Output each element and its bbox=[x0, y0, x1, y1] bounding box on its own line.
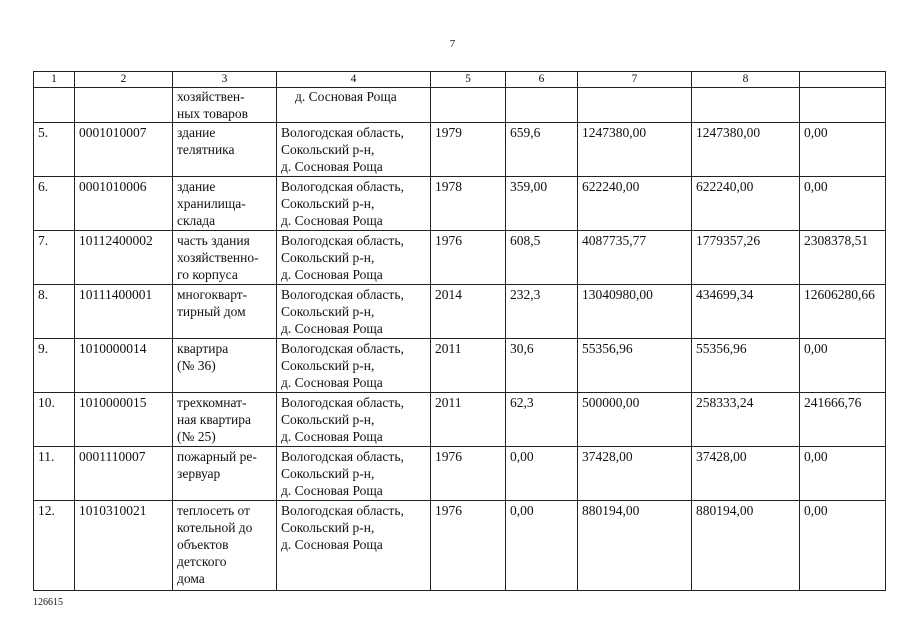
cell-balance: 37428,00 bbox=[578, 447, 692, 501]
cell-residual: 0,00 bbox=[800, 123, 886, 177]
cell-balance: 1247380,00 bbox=[578, 123, 692, 177]
cell-address bbox=[277, 231, 431, 285]
cell-n: 8. bbox=[34, 285, 75, 339]
name-line: склада bbox=[177, 213, 216, 228]
cell-balance: 500000,00 bbox=[578, 393, 692, 447]
name-line: детского bbox=[177, 554, 227, 569]
address-line: Сокольский р-н, bbox=[281, 196, 375, 211]
cell-name bbox=[173, 339, 277, 393]
cell-area bbox=[506, 88, 578, 123]
cell-depreciation: 622240,00 bbox=[692, 177, 800, 231]
cell-residual: 2308378,51 bbox=[800, 231, 886, 285]
cell-area: 0,00 bbox=[506, 447, 578, 501]
cell-code: 0001010006 bbox=[75, 177, 173, 231]
cell-year: 1976 bbox=[431, 501, 506, 591]
cell-n: 5. bbox=[34, 123, 75, 177]
cell-balance: 622240,00 bbox=[578, 177, 692, 231]
address-line: Вологодская область, bbox=[281, 503, 404, 518]
address-line: д. Сосновая Роща bbox=[281, 267, 383, 282]
cell-year: 1978 bbox=[431, 177, 506, 231]
cell-depreciation: 55356,96 bbox=[692, 339, 800, 393]
cell-depreciation: 258333,24 bbox=[692, 393, 800, 447]
name-line: хранилища- bbox=[177, 196, 246, 211]
table-row bbox=[34, 177, 886, 231]
column-header: 8 bbox=[692, 72, 800, 88]
name-line: здание bbox=[177, 125, 216, 140]
name-line: квартира bbox=[177, 341, 229, 356]
name-line: трехкомнат- bbox=[177, 395, 247, 410]
name-line: (№ 25) bbox=[177, 429, 216, 444]
cell-n bbox=[34, 88, 75, 123]
address-line: д. Сосновая Роща bbox=[281, 483, 383, 498]
name-line: многокварт- bbox=[177, 287, 248, 302]
cell-n: 11. bbox=[34, 447, 75, 501]
column-header: 1 bbox=[34, 72, 75, 88]
cell-name bbox=[173, 231, 277, 285]
column-header bbox=[800, 72, 886, 88]
address-line: Сокольский р-н, bbox=[281, 358, 375, 373]
cell-year: 2011 bbox=[431, 339, 506, 393]
address-line: д. Сосновая Роща bbox=[281, 213, 383, 228]
name-line: го корпуса bbox=[177, 267, 238, 282]
cell-address bbox=[277, 88, 431, 123]
table-row bbox=[34, 339, 886, 393]
name-line: дома bbox=[177, 571, 205, 586]
cell-balance: 13040980,00 bbox=[578, 285, 692, 339]
cell-area: 359,00 bbox=[506, 177, 578, 231]
cell-address bbox=[277, 393, 431, 447]
table-row bbox=[34, 123, 886, 177]
cell-year: 1976 bbox=[431, 447, 506, 501]
name-line: телятника bbox=[177, 142, 235, 157]
address-line: Сокольский р-н, bbox=[281, 412, 375, 427]
cell-area: 0,00 bbox=[506, 501, 578, 591]
column-header: 5 bbox=[431, 72, 506, 88]
cell-code: 1010000014 bbox=[75, 339, 173, 393]
table-row bbox=[34, 501, 886, 591]
name-line: часть здания bbox=[177, 233, 250, 248]
cell-balance: 55356,96 bbox=[578, 339, 692, 393]
property-registry-table bbox=[33, 71, 886, 591]
name-line: теплосеть от bbox=[177, 503, 250, 518]
address-line: Вологодская область, bbox=[281, 125, 404, 140]
column-header: 2 bbox=[75, 72, 173, 88]
address-line: д. Сосновая Роща bbox=[281, 321, 383, 336]
column-header: 6 bbox=[506, 72, 578, 88]
cell-n: 12. bbox=[34, 501, 75, 591]
name-line: здание bbox=[177, 179, 216, 194]
cell-code: 0001010007 bbox=[75, 123, 173, 177]
table-row bbox=[34, 393, 886, 447]
cell-name bbox=[173, 393, 277, 447]
cell-year: 2014 bbox=[431, 285, 506, 339]
cell-code bbox=[75, 88, 173, 123]
cell-n: 6. bbox=[34, 177, 75, 231]
cell-year: 2011 bbox=[431, 393, 506, 447]
cell-residual: 0,00 bbox=[800, 501, 886, 591]
name-line: хозяйствен- bbox=[177, 89, 245, 104]
cell-code: 1010000015 bbox=[75, 393, 173, 447]
cell-residual: 0,00 bbox=[800, 339, 886, 393]
name-line: тирный дом bbox=[177, 304, 246, 319]
continuation-row bbox=[34, 88, 886, 123]
cell-year: 1976 bbox=[431, 231, 506, 285]
column-header: 4 bbox=[277, 72, 431, 88]
cell-balance bbox=[578, 88, 692, 123]
address-line: д. Сосновая Роща bbox=[281, 429, 383, 444]
cell-depreciation: 434699,34 bbox=[692, 285, 800, 339]
address-line: д. Сосновая Роща bbox=[295, 89, 397, 104]
cell-depreciation bbox=[692, 88, 800, 123]
address-line: Сокольский р-н, bbox=[281, 142, 375, 157]
cell-area: 232,3 bbox=[506, 285, 578, 339]
name-line: пожарный ре- bbox=[177, 449, 257, 464]
name-line: (№ 36) bbox=[177, 358, 216, 373]
cell-name bbox=[173, 501, 277, 591]
cell-year bbox=[431, 88, 506, 123]
cell-n: 9. bbox=[34, 339, 75, 393]
cell-name bbox=[173, 285, 277, 339]
cell-residual bbox=[800, 88, 886, 123]
cell-code: 10111400001 bbox=[75, 285, 173, 339]
cell-address bbox=[277, 501, 431, 591]
cell-balance: 4087735,77 bbox=[578, 231, 692, 285]
cell-code: 1010310021 bbox=[75, 501, 173, 591]
address-line: Вологодская область, bbox=[281, 287, 404, 302]
name-line: ная квартира bbox=[177, 412, 251, 427]
cell-year: 1979 bbox=[431, 123, 506, 177]
cell-depreciation: 1247380,00 bbox=[692, 123, 800, 177]
cell-code: 10112400002 bbox=[75, 231, 173, 285]
cell-area: 608,5 bbox=[506, 231, 578, 285]
cell-name bbox=[173, 177, 277, 231]
address-line: Сокольский р-н, bbox=[281, 304, 375, 319]
address-line: д. Сосновая Роща bbox=[281, 375, 383, 390]
name-line: хозяйственно- bbox=[177, 250, 259, 265]
document-code: 126615 bbox=[33, 597, 63, 608]
cell-address bbox=[277, 123, 431, 177]
cell-code: 0001110007 bbox=[75, 447, 173, 501]
column-header: 7 bbox=[578, 72, 692, 88]
cell-name bbox=[173, 123, 277, 177]
cell-name bbox=[173, 447, 277, 501]
cell-depreciation: 1779357,26 bbox=[692, 231, 800, 285]
address-line: д. Сосновая Роща bbox=[281, 537, 383, 552]
cell-balance: 880194,00 bbox=[578, 501, 692, 591]
name-line: котельной до bbox=[177, 520, 253, 535]
address-line: Сокольский р-н, bbox=[281, 466, 375, 481]
page-number: 7 bbox=[449, 38, 456, 50]
name-line: ных товаров bbox=[177, 106, 248, 121]
cell-n: 7. bbox=[34, 231, 75, 285]
column-header: 3 bbox=[173, 72, 277, 88]
cell-residual: 241666,76 bbox=[800, 393, 886, 447]
cell-n: 10. bbox=[34, 393, 75, 447]
cell-area: 30,6 bbox=[506, 339, 578, 393]
address-line: Вологодская область, bbox=[281, 341, 404, 356]
address-line: Вологодская область, bbox=[281, 179, 404, 194]
table-row bbox=[34, 231, 886, 285]
name-line: зервуар bbox=[177, 466, 221, 481]
name-line: объектов bbox=[177, 537, 229, 552]
cell-address bbox=[277, 285, 431, 339]
cell-residual: 0,00 bbox=[800, 447, 886, 501]
cell-address bbox=[277, 339, 431, 393]
cell-residual: 0,00 bbox=[800, 177, 886, 231]
cell-area: 62,3 bbox=[506, 393, 578, 447]
address-line: Вологодская область, bbox=[281, 449, 404, 464]
table-row bbox=[34, 447, 886, 501]
cell-depreciation: 37428,00 bbox=[692, 447, 800, 501]
column-number-row bbox=[34, 72, 886, 88]
cell-depreciation: 880194,00 bbox=[692, 501, 800, 591]
cell-name bbox=[173, 88, 277, 123]
address-line: Вологодская область, bbox=[281, 395, 404, 410]
address-line: Вологодская область, bbox=[281, 233, 404, 248]
cell-address bbox=[277, 177, 431, 231]
cell-address bbox=[277, 447, 431, 501]
table-row bbox=[34, 285, 886, 339]
address-line: д. Сосновая Роща bbox=[281, 159, 383, 174]
cell-residual: 12606280,66 bbox=[800, 285, 886, 339]
cell-area: 659,6 bbox=[506, 123, 578, 177]
address-line: Сокольский р-н, bbox=[281, 520, 375, 535]
address-line: Сокольский р-н, bbox=[281, 250, 375, 265]
